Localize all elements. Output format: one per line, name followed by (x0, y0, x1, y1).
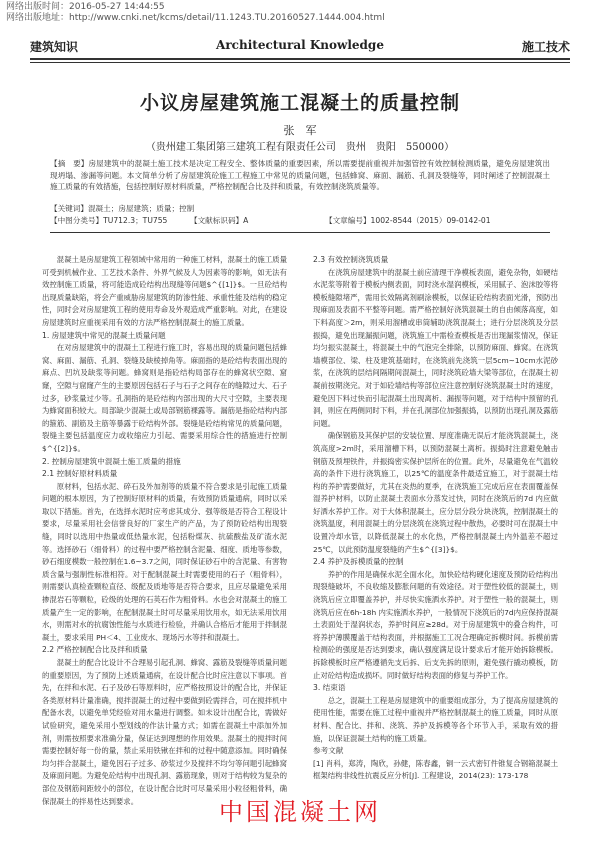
body-paragraph: 混凝土的配合比设计不合理易引起孔洞、蜂窝、露筋及裂缝等质量问题的重要原因，为了预防上述质量通病，在设计配合比时应注意以下事项。首先，在拌和水泥、石子及砂石等原料时，应严格按照设计的配合比，并保证各类原材料计量准确，搅拌混凝土的过程中要做到砼需拌合，可在搅拌机中配备水表，以避免单凭经验对用水量进行调整。如未设计出配合比，需做好试验研究，避免采用小型划线的作法计量方式；如需在混凝土中添加外加剂，则需按照要求准确分量，保证达到理想的作用效果。混凝土的搅拌时间需要控制好每一份的量，禁止采用铁锹在拌和的过程中随意添加。同时确保均匀拌合混凝土，避免因石子过多、砂浆过少及搅拌不均匀等问题引起蜂窝及麻面问题。为避免砼结构中出现孔洞、露筋现象，则对于结构较为复杂的部位及钢筋间距较小的部位，在设计配合比时可尽量采用小粒径粗骨料，确保混凝土的拌易性达到要求。 (42, 658, 287, 806)
document-code: 【文献标识码】A (190, 216, 249, 225)
body-paragraph: 原材料，包括水泥、碎石及外加剂等的质量不符合要求是引起施工质量问题的根本原因，为了控制好原材料的质量，有效预防质量通病，同时以采取以下措施。首先，在选择水泥时应考虑其成分、强等级是否符合工程设计要求，尽量采用社会信誉良好的厂家生产的产品，为了预防砼结构出现裂缝，同时以选用中热量或低热量水泥，包括粉煤灰、抗硫酸盐及矿渣水泥等。选择砂石（细骨料）的过程中要严格控制含泥量、细度、质地等参数，砂石细度模数一般控制在1.6~3.7之间，同时保证砂石中的含泥量、有害物质含量与强制性标准相符。对于配制混凝土时需要使用的石子（粗骨料），则需要认真检查颗粒直径、级配及质地等是否符合要求，且应尽量避免采用掺混岩石等颗粒，砼级的处理的石英石作为粗骨料。水也会对混凝土的施工质量产生一定的影响，在配制混凝土时可尽量采用饮用水，如无法采用饮用水，则需对水的抗腐蚀性能与水质进行检验，并确认合格后才能用于拌制混凝土，要求采用 PH＜4、工业废水、现场污水等拌和混凝土。 (42, 481, 287, 642)
article-author: 张 军 (283, 124, 317, 137)
right-column (313, 254, 558, 783)
header-rule-thin (30, 62, 570, 63)
article-number: 【文章编号】1002-8544（2015）09-0142-01 (325, 216, 491, 225)
section-heading: 2. 控制房屋建筑中混凝土施工质量的措施 (42, 456, 181, 466)
section-heading: 2.2 严格控制配合比及拌和质量 (42, 645, 148, 655)
section-heading: 1. 房屋建筑中常见的混凝土质量问题 (42, 330, 166, 340)
section-label: 施工技术 (521, 40, 570, 54)
section-heading: 2.4 养护及拆模质量的控制 (313, 557, 404, 567)
left-column (42, 254, 287, 808)
body-paragraph: 确保钢筋及其保护层的安装位置、厚度准确无误后才能浇筑混凝土，浇筑高度>2m时，采用溜槽下料，以预防混凝土离析。振捣时注意避免触击钢筋及预埋铁件，并振捣密实保护层所在的位置。此外，尽量避免在气温较高的条件下进行浇筑施工，以25℃的温度条件最适宜施工，对于混凝土结构的养护需要做好，尤其在炎热的夏季，在浇筑施工完成后应在表面覆盖保湿养护材料，以防止混凝土表面水分蒸发过快，同时在浇筑后的7d 内应做好洒水养护工作。对于大体积混凝土，应分层分段分块浇筑，控制混凝土的浇筑温度，利用混凝土的分层浇筑在浇筑过程中散热，必要时可在混凝土中设置冷却水管，以降低混凝土的水化热，严格控制混凝土内外温差不超过25℃，以此预防温度裂缝的产生$^{[3]}$。 (313, 431, 558, 554)
journal-name-cn: 建筑知识 (30, 40, 79, 54)
abstract-rule (50, 232, 550, 233)
section-heading: 3. 结束语 (313, 683, 346, 693)
section-heading: 2.3 有效控制浇筑质量 (313, 255, 389, 264)
body-paragraph: 混凝土是房屋建筑工程领域中常用的一种施工材料，混凝土的施工质量可受到机械作业、工艺技术条件、外界气候及人为因素等的影响，如无法有效控制施工质量，将可能造成砼结构出现缝等问题$^{[1]}$。一旦砼结构出现质量缺陷，将会产重威胁房屋建筑的防渗性能、承重性能及结构的稳定性，同时会对房屋建筑工程的使用寿命及外观造成严重影响。对此，在建设房屋建筑时应重视采用有效的方法严格控制混凝土的施工质量。 (42, 255, 287, 327)
header-rule (30, 58, 570, 60)
netpub-url[interactable]: 网络出版地址：http://www.cnki.net/kcms/detail/11.1243.TU.20160527.1444.004.html (6, 13, 385, 23)
netpub-time: 网络出版时间：2016-05-27 14:44:55 (6, 2, 165, 12)
body-paragraph: 养护的作用是确保水泥全面水化，加快砼结构硬化速度及预防砼结构出现裂缝破坏，不良收缩及膨胀问题的有效途径。对于塑性较低的混凝土，则浇筑后应立即覆盖养护，并尽快实施洒水养护。对于塑性一般的混凝土，则浇筑后应在6h-18h 内实施洒水养护，一般情况下浇筑后的7d内应保持混凝土表面处于湿润状态，养护时间应≥28d。对于房屋建筑中的叠合构件，可将养护薄膜覆盖于结构表面，并根据施工工况合理确定拆模时间。拆模前需检测砼的强度是否达到要求，确认强度满足设计要求后才能开始拆除模板。拆除模板时应严格遵循先支后拆、后支先拆的原则，避免强行撬动模板，防止对砼结构造成损坏。同时做好结构表面的修复与养护工作。 (313, 569, 558, 680)
section-heading: 参考文献 (313, 746, 344, 756)
article-affiliation: （贵州建工集团第三建筑工程有限责任公司 贵州 贵阳 550000） (145, 142, 455, 153)
keywords: 【关键词】混凝土；房屋建筑；质量；控制 (50, 204, 195, 213)
abstract: 【摘 要】房屋建筑中的混凝土施工技术是决定工程安全、整体质量的重要因素，所以需要提前重视并加强管控有效控制检测质量，避免房屋建筑出现坍塌、渗漏等问题。本文简单分析了房屋建筑砼施工工程施工中常见的质量问题，包括蜂窝、麻面、漏筋、孔洞及裂缝等，同时阐述了控制混凝土施工质量的有效措施，包括控制好原材料质量，严格控制配合比及拌和质量，有效控制浇筑质量等。 (50, 159, 550, 191)
section-heading: 2.1 控制好原材料质量 (42, 469, 118, 479)
class-number: 【中图分类号】TU712.3；TU755 (50, 216, 168, 225)
reference-item: [1] 肖科，郑涛，陶欣，孙健，陈春鑫，铜一云式密钉件锥复合钢箱混凝土框架结构非线性抗震反应分析[J]. 工程建设，2014(23): 173-178 (313, 758, 558, 781)
body-paragraph: 总之，混凝土工程是房屋建筑中的重要组成部分，为了提高房屋建筑的使用性能，需要在施工过程中重视并严格控制混凝土的施工质量，同时从原材料、配合比、拌和、浇筑、养护及拆模等各个环节入手，采取有效的措施，以保证混凝土结构的施工质量。 (313, 695, 558, 743)
watermark: 中国混凝土网 (219, 798, 381, 826)
journal-name-en: Architectural Knowledge (216, 38, 384, 52)
body-paragraph: 在对房屋建筑中的混凝土工程进行施工时，容易出现的质量问题包括蜂窝、麻面、漏筋、孔洞、裂缝及缺棱掉角等。麻面指的是砼结构表面出现的麻点、凹坑及缺浆等问题。蜂窝则是指砼结构局部存在的蜂窝状空隙、窟窿，空隙与窟窿产生的主要原因包括石子与石子之间存在的缝隙过大、石子过多，砂浆量过少等。孔洞指的是砼结构内部出现的大尺寸空隙，主要表现为蜂窝面积较大。局部缺少混凝土或局部钢筋裸露等。漏筋是指砼结构内部的箍筋、副筋及主筋等暴露于砼结构外部。裂缝是砼结构常见的质量问题，裂缝主要包括温度应力或收缩应力引起、需要采用综合性的措施进行控制$^{[2]}$。 (42, 343, 287, 453)
body-paragraph: 在浇筑房屋建筑中的混凝土前应清理干净模板表面，避免杂物，如硬结水泥浆等附着于模板内侧表面，同时浇水湿润模板，采用腻子、泡沫胶等将模板缝隙堵严，需用长效隔离剂刷涂模板，以保证砼结构表面光滑，预防出现麻面及表面不平整等问题。需严格控制好浇筑混凝土的自由倾落高度，如下料高度＞2m，则采用溜槽或串筒辅助浇筑混凝土；进行分层浇筑及分层振捣，避免出现漏振问题，浇筑施工中需检查模板是否出现漏浆情况，保证均匀振实混凝土，将混凝土中的气泡完全排除，以预防麻面、蜂窝。在浇筑墙模部位、梁、柱及建筑基础时，在浇筑前先浇筑一层5cm~10cm水泥砂浆，在浇筑的层结间隔期间混凝土，同时浇筑砼墙大梁等部位，在混凝土初凝前按期浇完。对于如砼墙结构等部位应注意控制好浇筑混凝土时的速度，避免因下料过快而引起混凝土出现离析、漏振等问题，对于结构中预留的孔洞，则应在两侧同时下料，并在孔洞部位加强振捣，以预防出现孔洞及露筋问题。 (313, 267, 558, 428)
article-title: 小议房屋建筑施工混凝土的质量控制 (139, 92, 460, 114)
